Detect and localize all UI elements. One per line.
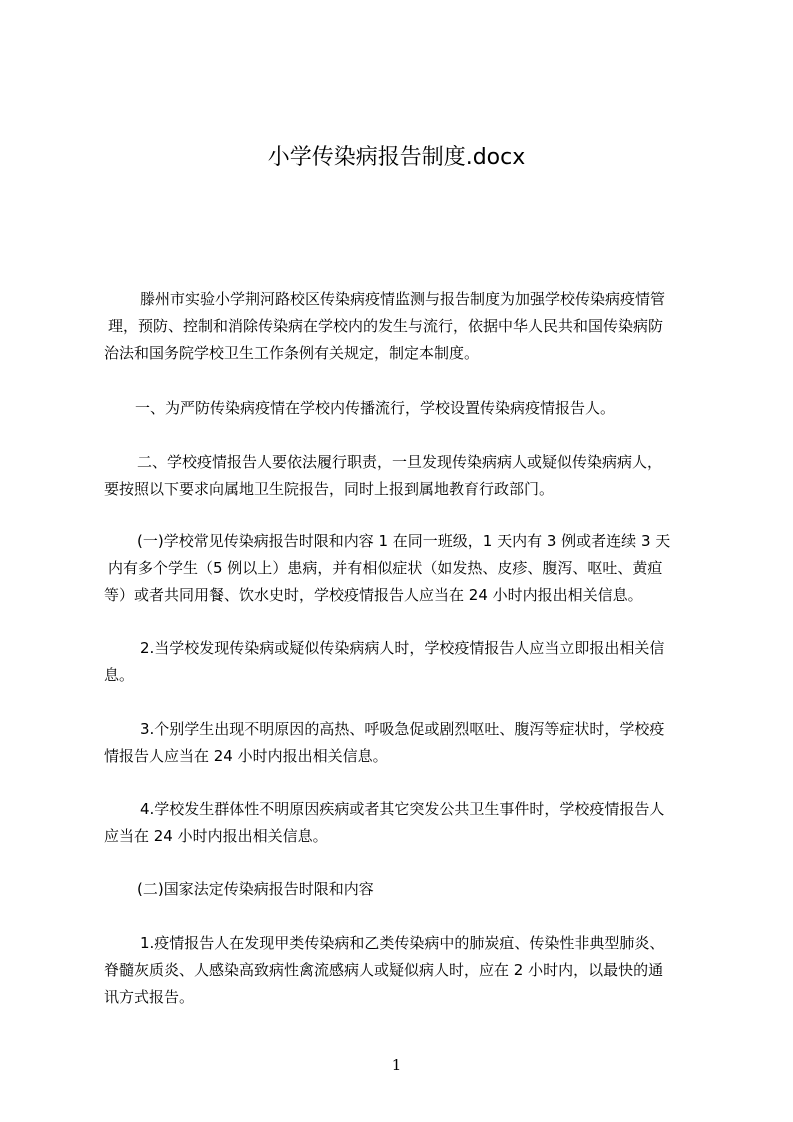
text-line: 3.个别学生出现不明原因的高热、呼吸急促或剧烈呕吐、腹泻等症状时，学校疫 xyxy=(140,720,665,738)
text-line: 理，预防、控制和消除传染病在学校内的发生与流行，依据中华人民共和国传染病防 xyxy=(108,317,664,335)
text-line: 1.疫情报告人在发现甲类传染病和乙类传染病中的肺炭疽、传染性非典型肺炎、 xyxy=(140,934,665,952)
text-line: 一、为严防传染病疫情在学校内传播流行，学校设置传染病疫情报告人。 xyxy=(135,399,616,417)
page-number: 1 xyxy=(391,1056,402,1074)
text-line: 2.当学校发现传染病或疑似传染病病人时，学校疫情报告人应当立即报出相关信 xyxy=(140,639,665,657)
text-line: (一)学校常见传染病报告时限和内容 1 在同一班级，1 天内有 3 例或者连续 3 天 xyxy=(137,532,671,550)
text-line: 讯方式报告。 xyxy=(104,988,195,1006)
text-line: 内有多个学生（5 例以上）患病，并有相似症状（如发热、皮疹、腹泻、呕吐、黄疸 xyxy=(108,559,663,577)
text-line: 脊髓灰质炎、人感染高致病性禽流感病人或疑似病人时，应在 2 小时内，以最快的通 xyxy=(104,961,664,979)
text-line: 4.学校发生群体性不明原因疾病或者其它突发公共卫生事件时，学校疫情报告人 xyxy=(140,800,665,818)
text-line: 等）或者共同用餐、饮水史时，学校疫情报告人应当在 24 小时内报出相关信息。 xyxy=(104,586,643,604)
text-line: (二)国家法定传染病报告时限和内容 xyxy=(137,880,374,898)
text-line: 息。 xyxy=(104,666,135,684)
text-line: 治法和国务院学校卫生工作条例有关规定，制定本制度。 xyxy=(104,344,480,362)
page-title: 小学传染病报告制度.docx xyxy=(267,145,526,170)
text-line: 滕州市实验小学荆河路校区传染病疫情监测与报告制度为加强学校传染病疫情管 xyxy=(140,290,666,308)
text-line: 二、学校疫情报告人要依法履行职责，一旦发现传染病病人或疑似传染病病人， xyxy=(137,453,663,471)
text-line: 应当在 24 小时内报出相关信息。 xyxy=(104,827,328,845)
text-line: 要按照以下要求向属地卫生院报告，同时上报到属地教育行政部门。 xyxy=(104,480,555,498)
text-line: 情报告人应当在 24 小时内报出相关信息。 xyxy=(104,747,388,765)
